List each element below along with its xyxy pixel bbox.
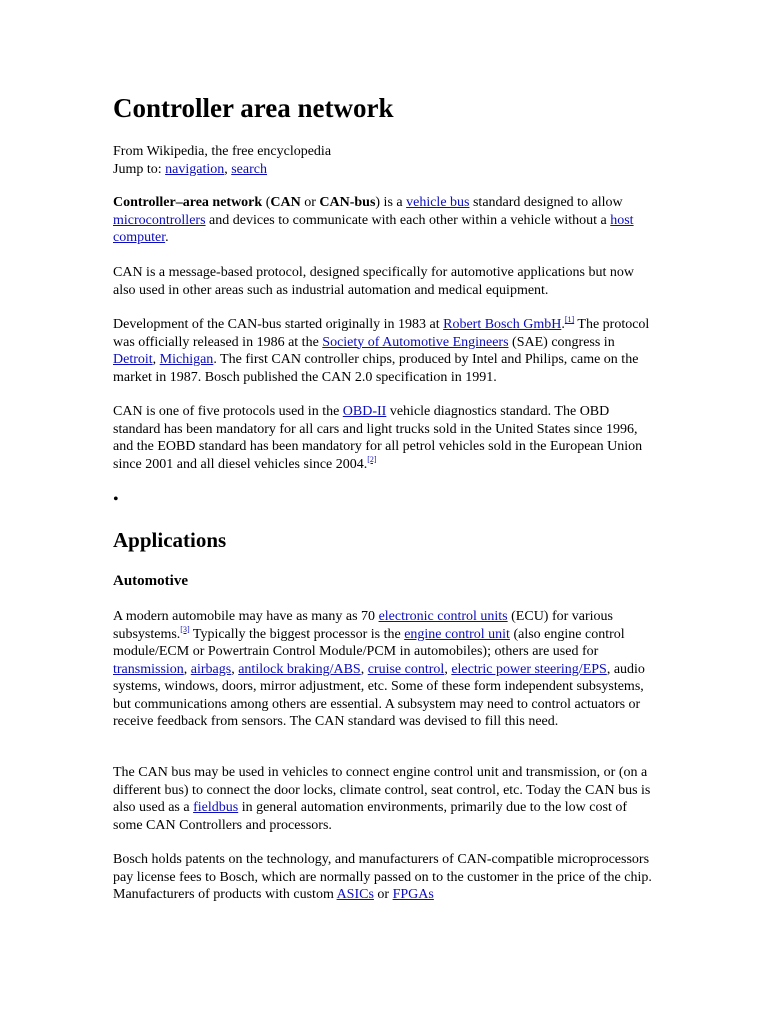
patents-paragraph: Bosch holds patents on the technology, and manufacturers of CAN-compatible microprocessors pay license fees to Bosch, which are normally passed on to the customer in the price of the chip. Manufacturers of products with custom ASICs or FPGAs <box>113 852 652 902</box>
jump-to-links: Jump to: navigation, search <box>113 161 267 177</box>
electric-power-steering-link[interactable]: electric power steering/EPS <box>451 661 607 677</box>
automotive-paragraph: A modern automobile may have as many as 70 electronic control units (ECU) for various subsystems.[3] Typically the biggest processor is the engine control unit (also engine control module/ECM or Powertrain Control Module/PCM in automobiles); others are used for transmission, airbags, antilock braking/ABS, cruise control, electric power steering/EPS, audio systems, windows, doors, mirror adjustment, etc. Some of these form independent subsystems, but communications among others are essential. A subsystem may need to control actuators or receive feedback from sensors. The CAN standard was devised to fill this need. <box>113 609 645 729</box>
engine-control-unit-link[interactable]: engine control unit <box>404 626 510 642</box>
robert-bosch-link[interactable]: Robert Bosch GmbH <box>443 317 562 332</box>
tagline: From Wikipedia, the free encyclopedia <box>113 144 332 159</box>
reference-1-link[interactable]: [1] <box>564 315 575 324</box>
detroit-link[interactable]: Detroit <box>113 352 153 367</box>
reference-3-link[interactable]: [3] <box>180 624 190 634</box>
term-bold: Controller–area network <box>113 195 263 210</box>
history-paragraph: Development of the CAN-bus started originally in 1983 at Robert Bosch GmbH.[1] The protocol was officially released in 1986 at the Society of Automotive Engineers (SAE) congress in Detroit, Michigan. The first CAN controller chips, produced by Intel and Philips, came on the market in 1987. Bosch published the CAN 2.0 specification in 1991. <box>113 315 650 385</box>
fpgas-link[interactable]: FPGAs <box>392 887 434 902</box>
obd-paragraph: CAN is one of five protocols used in the OBD-II vehicle diagnostics standard. The OBD standard has been mandatory for all cars and light trucks sold in the United States since 1996, and the EOBD standard has been mandatory for all petrol vehicles sold in the European Union since 2001 and all diesel vehicles since 2004.[2] <box>113 404 643 472</box>
sae-link[interactable]: Society of Automotive Engineers <box>322 334 509 350</box>
ecu-link[interactable]: electronic control units <box>378 609 508 624</box>
abs-link[interactable]: antilock braking/ABS <box>238 661 361 677</box>
can-bus-bold: CAN-bus <box>319 195 376 210</box>
section-heading-applications: Applications <box>113 528 227 552</box>
reference-2-link[interactable]: [2] <box>367 454 377 464</box>
intro-paragraph: Controller–area network (CAN or CAN-bus) is a vehicle bus standard designed to allow microcontrollers and devices to communicate with each other within a vehicle without a host computer. <box>113 195 634 245</box>
transmission-link[interactable]: transmission <box>113 661 184 677</box>
page-title: Controller area network <box>113 93 394 123</box>
microcontrollers-link[interactable]: microcontrollers <box>113 212 206 228</box>
host-computer-link[interactable]: host computer <box>113 212 634 245</box>
vehicle-bus-link[interactable]: vehicle bus <box>406 195 470 210</box>
subsection-heading-automotive: Automotive <box>113 573 188 589</box>
bullet-point: • <box>113 491 119 508</box>
article-header-info <box>113 143 653 178</box>
airbags-link[interactable]: airbags <box>190 661 232 677</box>
obd-ii-link[interactable]: OBD-II <box>342 404 387 419</box>
protocol-paragraph: CAN is a message-based protocol, designed specifically for automotive applications but now also used in other areas such as industrial automation and medical equipment. <box>113 265 634 298</box>
fieldbus-link[interactable]: fieldbus <box>193 800 239 815</box>
jump-label: Jump to: <box>113 161 162 177</box>
can-bus-paragraph: The CAN bus may be used in vehicles to connect engine control unit and transmission, or (on a different bus) to connect the door locks, climate control, seat control, etc. Today the CAN bus is also used as a fieldbus in general automation environments, primarily due to the low cost of some CAN Controllers and processors. <box>113 765 651 833</box>
cruise-control-link[interactable]: cruise control <box>367 661 445 677</box>
michigan-link[interactable]: Michigan <box>159 352 214 367</box>
search-link[interactable]: search <box>231 161 267 177</box>
navigation-link[interactable]: navigation <box>165 161 225 177</box>
can-bold: CAN <box>270 195 301 210</box>
asics-link[interactable]: ASICs <box>336 887 374 902</box>
